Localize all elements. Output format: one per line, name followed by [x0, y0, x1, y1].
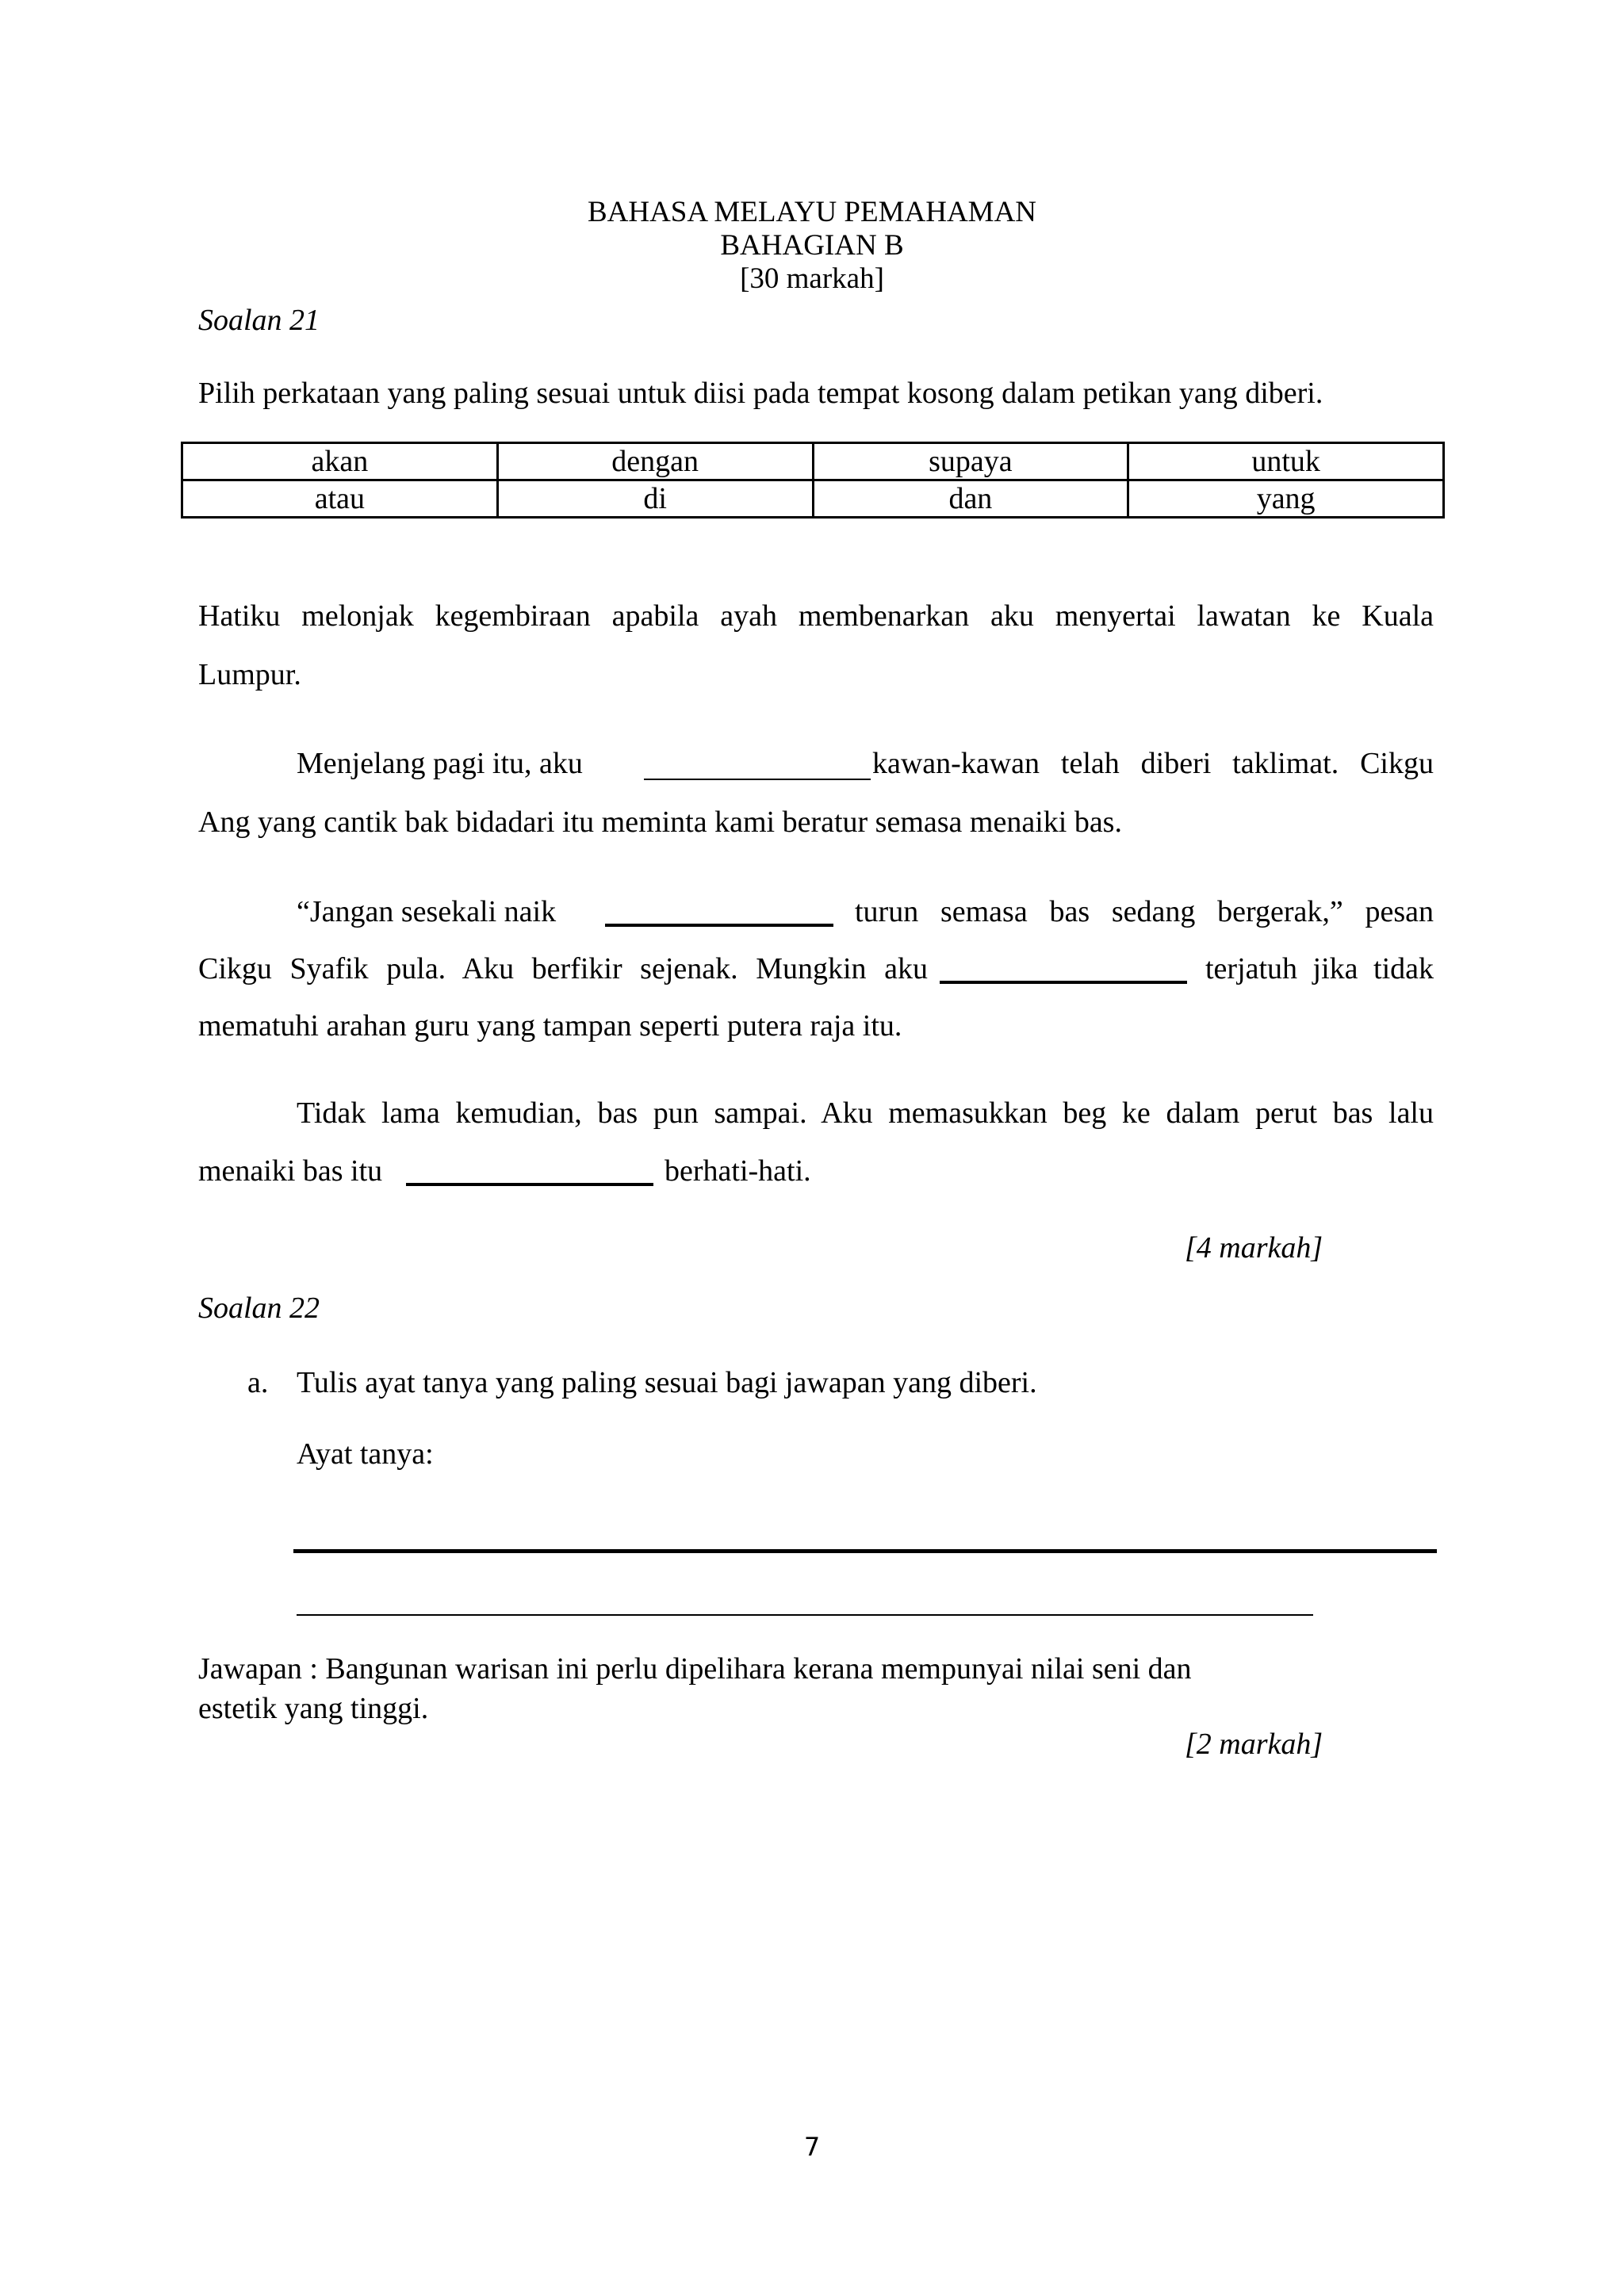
question-21-instruction: Pilih perkataan yang paling sesuai untuk diisi pada tempat kosong dalam petikan yang diberi.	[198, 377, 1323, 410]
table-cell: dengan	[497, 443, 813, 480]
passage-paragraph-3-line-2-a: Cikgu Syafik pula. Aku berfikir sejenak. Mungkin aku	[198, 952, 928, 985]
blank-4[interactable]	[406, 1183, 653, 1186]
table-cell: supaya	[813, 443, 1128, 480]
passage-paragraph-2-text-b: kawan-kawan telah diberi taklimat. Cikgu	[872, 747, 1434, 780]
table-cell: di	[497, 480, 813, 518]
passage-paragraph-4-line-1: Tidak lama kemudian, bas pun sampai. Aku memasukkan beg ke dalam perut bas lalu	[297, 1096, 1434, 1130]
answer-line-2[interactable]	[297, 1614, 1313, 1616]
blank-1[interactable]	[644, 779, 871, 780]
passage-paragraph-2-text-a: Menjelang pagi itu, aku	[297, 747, 583, 780]
passage-paragraph-3-text-b: turun semasa bas sedang bergerak,” pesan	[855, 895, 1434, 928]
passage-paragraph-1-line-1: Hatiku melonjak kegembiraan apabila ayah membenarkan aku menyertai lawatan ke Kuala	[198, 599, 1434, 633]
question-22a-text: Tulis ayat tanya yang paling sesuai bagi jawapan yang diberi.	[297, 1366, 1037, 1399]
passage-paragraph-3-text-a: “Jangan sesekali naik	[297, 895, 557, 928]
question-22-title: Soalan 22	[198, 1292, 320, 1325]
section-subtitle: BAHAGIAN B	[720, 229, 904, 262]
passage-paragraph-2-line-2: Ang yang cantik bak bidadari itu meminta kami beratur semasa menaiki bas.	[198, 806, 1122, 839]
table-cell: dan	[813, 480, 1128, 518]
table-cell: akan	[182, 443, 498, 480]
passage-paragraph-3-line-2-b: terjatuh jika tidak	[1205, 952, 1434, 985]
page-number: 7	[803, 2132, 821, 2162]
answer-line-1[interactable]	[293, 1549, 1437, 1553]
section-marks: [30 markah]	[740, 262, 884, 295]
question-22a-label: a.	[247, 1366, 269, 1399]
blank-3[interactable]	[940, 981, 1187, 984]
ayat-tanya-label: Ayat tanya:	[297, 1437, 434, 1471]
passage-paragraph-1-line-2: Lumpur.	[198, 658, 301, 691]
jawapan-line-2: estetik yang tinggi.	[198, 1692, 429, 1725]
word-choice-table	[181, 442, 1445, 519]
question-21-title: Soalan 21	[198, 304, 320, 337]
question-21-marks: [4 markah]	[1185, 1231, 1323, 1265]
blank-2[interactable]	[605, 924, 833, 927]
table-row	[182, 480, 1444, 518]
question-22-marks: [2 markah]	[1185, 1728, 1323, 1761]
passage-paragraph-4-line-2-b: berhati-hati.	[665, 1154, 811, 1188]
table-cell: yang	[1128, 480, 1444, 518]
table-row	[182, 443, 1444, 480]
passage-paragraph-4-line-2-a: menaiki bas itu	[198, 1154, 383, 1188]
table-cell: untuk	[1128, 443, 1444, 480]
table-cell: atau	[182, 480, 498, 518]
section-title: BAHASA MELAYU PEMAHAMAN	[587, 196, 1037, 228]
passage-paragraph-3-line-3: mematuhi arahan guru yang tampan seperti putera raja itu.	[198, 1009, 902, 1043]
jawapan-line-1: Jawapan : Bangunan warisan ini perlu dipelihara kerana mempunyai nilai seni dan	[198, 1652, 1192, 1686]
